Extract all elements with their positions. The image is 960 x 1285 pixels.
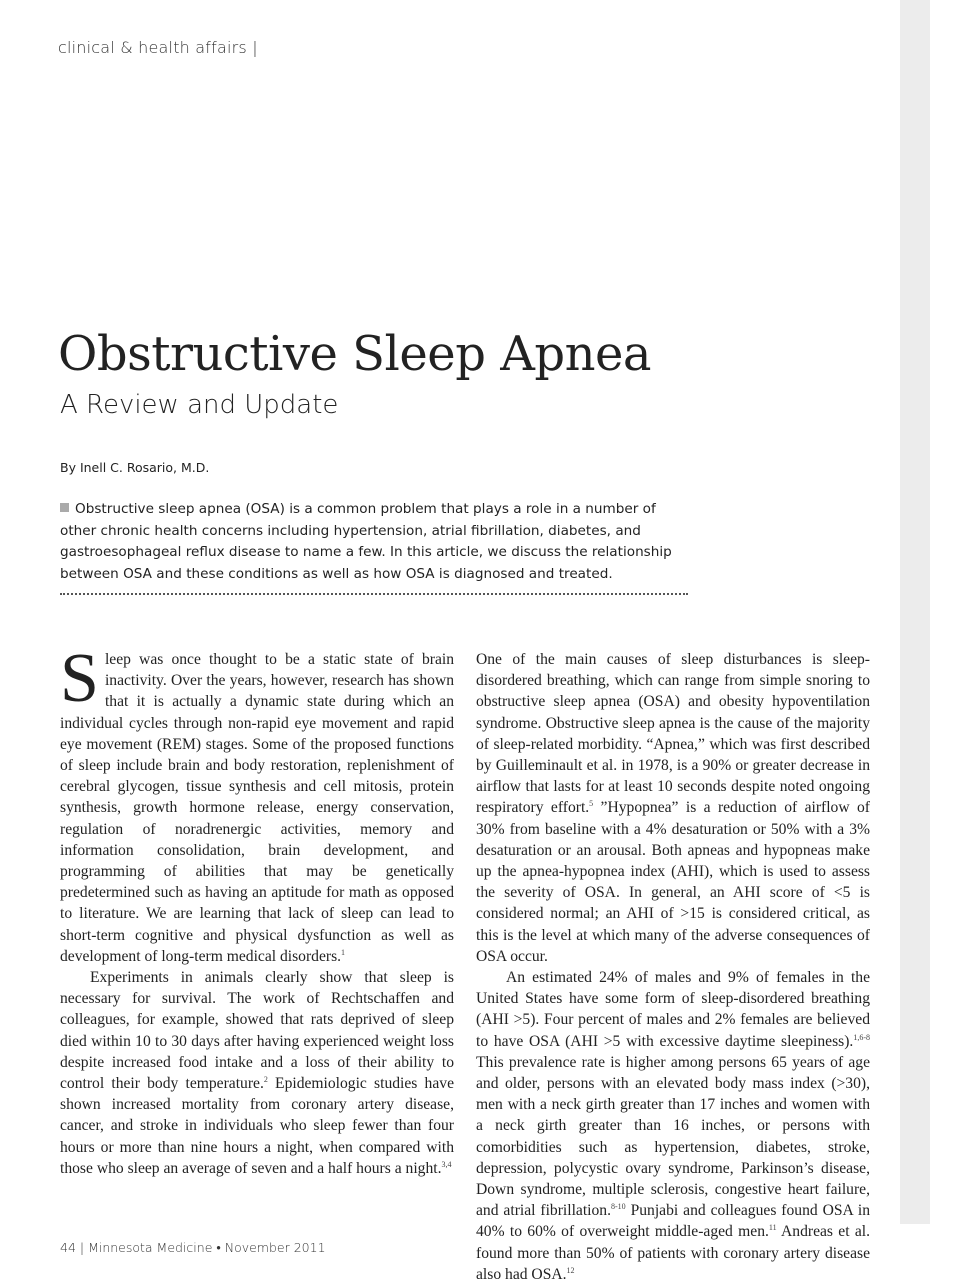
reference-mark: 5 [589, 799, 594, 809]
bullet-square-icon [60, 503, 69, 512]
body-column-right [476, 649, 870, 1285]
byline: By Inell C. Rosario, M.D. [60, 460, 210, 475]
paragraph [60, 967, 454, 1179]
paragraph-text: This prevalence rate is higher among persons 65 years of age and older, persons with an elevated body mass index (>30), men with a neck girth greater than 17 inches and women with a neck girth greater than 16 inches, or persons with comorbidities such as hypertension, diabetes, stroke, depression, polycystic ovary syndrome, Parkinson’s disease, Down syndrome, multiple sclerosis, congestive heart failure, and atrial fibrillation. [476, 1053, 870, 1220]
paragraph-text: One of the main causes of sleep disturbances is sleep-disordered breathing, which can range from simple snoring to obstructive sleep apnea (OSA) and obesity hypoventilation syndrome. Obstructive sleep apnea is the cause of the majority of sleep-related morbidity. “Apnea,” which was first described by Guilleminault et al. in 1978, is a 90% or greater decrease in airflow that lasts for at least 10 seconds despite noted ongoing respiratory effort. [476, 651, 870, 817]
paragraph-text: Experiments in animals clearly show that sleep is necessary for survival. The work of Rechtschaffen and colleagues, for example, showed that rats deprived of sleep died within 10 to 30 days after having experienced weight loss despite increased food intake and a loss of their ability to control their body temperature. [60, 969, 454, 1093]
paragraph [60, 640, 454, 967]
drop-cap: S [60, 640, 99, 717]
article-subtitle: A Review and Update [60, 390, 339, 420]
article-title: Obstructive Sleep Apnea [58, 326, 652, 382]
paragraph-text: ”Hypopnea” is a reduction of airflow of 30% from baseline with a 4% desaturation or 50% with a 3% desaturation or an arousal. Both apneas and hypopneas make up the apnea-hypopnea index (AHI), which is used to assess the severity of OSA. In general, an AHI score of <5 is considered normal; an AHI of >15 is considered critical, as this is the level at which many of the adverse consequences of OSA occur. [476, 799, 870, 965]
reference-mark: 8-10 [610, 1202, 626, 1212]
paragraph-text: An estimated 24% of males and 9% of females in the United States have some form of sleep-disordered breathing (AHI >5). Four percent of males and 2% females are believed to have OSA (AHI >5 with excessive daytime sleepiness). [476, 969, 870, 1050]
paragraph [476, 967, 870, 1285]
page-footer: 44 | Minnesota Medicine • November 2011 [60, 1240, 326, 1255]
reference-mark: 1 [341, 947, 346, 957]
paragraph-text: Andreas et al. found more than 50% of patients with coronary artery disease also had OSA. [476, 1223, 871, 1283]
reference-mark: 3,4 [441, 1159, 452, 1169]
abstract [60, 499, 688, 595]
paragraph-text: Punjabi and colleagues found OSA in 40% to 60% of overweight middle-aged men. [476, 1202, 870, 1241]
body-column-left [60, 640, 454, 1179]
paragraph [476, 649, 870, 967]
reference-mark: 1,6-8 [853, 1032, 870, 1042]
reference-mark: 12 [566, 1265, 575, 1275]
abstract-text: Obstructive sleep apnea (OSA) is a common problem that plays a role in a number of other chronic health concerns including hypertension, atrial fibrillation, diabetes, and gastroesophageal reflux disease to name a few. In this article, we discuss the relationship between OSA and these conditions as well as how OSA is diagnosed and treated. [60, 501, 672, 582]
page-edge-strip [900, 0, 930, 1224]
reference-mark: 2 [263, 1074, 268, 1084]
paragraph-text: Epidemiologic studies have shown increased mortality from coronary artery disease, cancer, and stroke in individuals who sleep fewer than four hours or more than nine hours a night, when compared with those who sleep an average of seven and a half hours a night. [60, 1075, 454, 1177]
section-label: clinical & health affairs | [58, 38, 258, 57]
reference-mark: 11 [768, 1223, 777, 1233]
paragraph-text: leep was once thought to be a static state of brain inactivity. Over the years, however, research has shown that it is actually a dynamic state during which an individual cycles through non-rapid eye movement and rapid eye movement (REM) stages. Some of the proposed functions of sleep include brain and body restoration, replenishment of cerebral glycogen, tissue synthesis and cell mitosis, protein synthesis, growth hormone release, energy conservation, regulation of noradrenergic activities, memory and information consolidation, brain development, and programming of abilities that may be genetically predetermined such as having an aptitude for math as opposed to literature. We are learning that lack of sleep can lead to short-term cognitive and physical dysfunction as well as development of long-term medical disorders. [60, 651, 454, 965]
